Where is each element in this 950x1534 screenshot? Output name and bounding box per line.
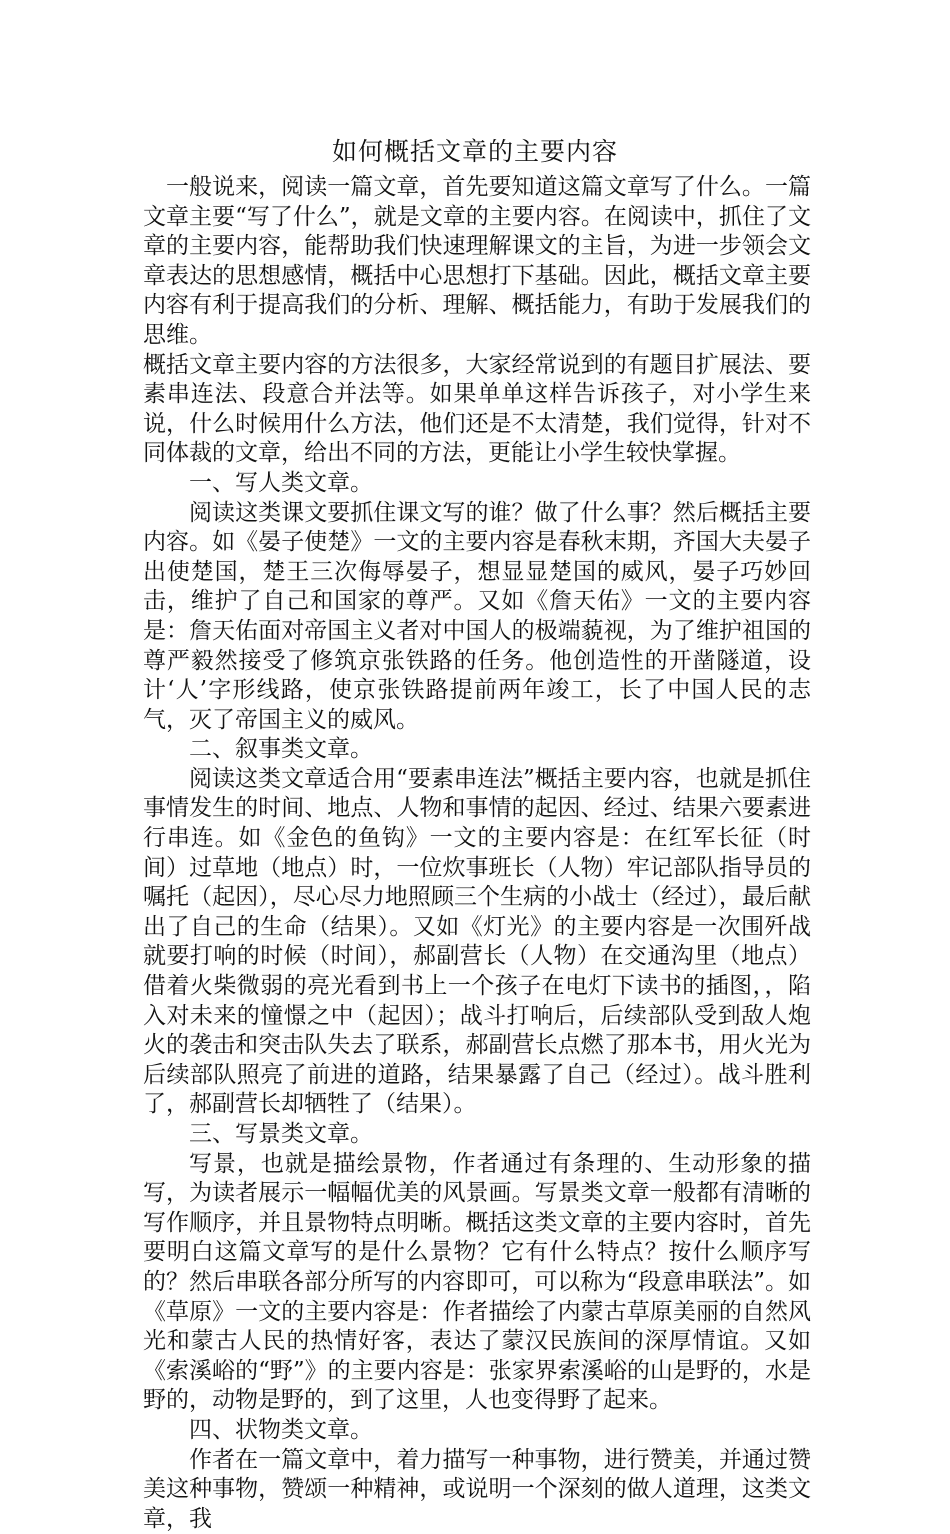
document-body — [143, 173, 811, 1534]
section-heading-people: 一、写人类文章。 — [189, 469, 373, 496]
paragraph-narrative: 阅读这类文章适合用“要素串连法”概括主要内容，也就是抓住事情发生的时间、地点、人物和事情的起因、经过、结果六要素进行串连。如《金色的鱼钩》一文的主要内容是：在红军长征（时间）过草地（地点）时，一位炊事班长（人物）牢记部队指导员的嘱托（起因），尽心尽力地照顾三个生病的小战士（经过），最后献出了自己的生命（结果）。又如《灯光》的主要内容是一次围歼战就要打响的时候（时间），郝副营长（人物）在交通沟里（地点）借着火柴微弱的亮光看到书上一个孩子在电灯下读书的插图，，陷入对未来的憧憬之中（起因）；战斗打响后，后续部队受到敌人炮火的袭击和突击队失去了联系，郝副营长点燃了那本书，用火光为后续部队照亮了前进的道路，结果暴露了自己（经过）。战斗胜利了，郝副营长却牺牲了（结果）。 — [143, 765, 811, 1118]
paragraph-objects: 作者在一篇文章中，着力描写一种事物，进行赞美，并通过赞美这种事物，赞颂一种精神，或说明一个深刻的做人道理，这类文章，我 — [143, 1446, 811, 1532]
paragraph-scenery: 写景，也就是描绘景物，作者通过有条理的、生动形象的描写，为读者展示一幅幅优美的风景画。写景类文章一般都有清晰的写作顺序，并且景物特点明晰。概括这类文章的主要内容时，首先要明白这篇文章写的是什么景物？它有什么特点？按什么顺序写的？然后串联各部分所写的内容即可，可以称为“段意串联法”。如《草原》一文的主要内容是：作者描绘了内蒙古草原美丽的自然风光和蒙古人民的热情好客，表达了蒙汉民族间的深厚情谊。又如《索溪峪的“野”》的主要内容是：张家界索溪峪的山是野的，水是野的，动物是野的，到了这里，人也变得野了起来。 — [143, 1150, 811, 1414]
paragraph-intro: 一般说来，阅读一篇文章，首先要知道这篇文章写了什么。一篇文章主要“写了什么”，就是文章的主要内容。在阅读中，抓住了文章的主要内容，能帮助我们快速理解课文的主旨，为进一步领会文章表达的思想感情，概括中心思想打下基础。因此，概括文章主要内容有利于提高我们的分析、理解、概括能力，有助于发展我们的思维。 — [143, 174, 811, 348]
paragraph-methods: 概括文章主要内容的方法很多，大家经常说到的有题目扩展法、要素串连法、段意合并法等。如果单单这样告诉孩子，对小学生来说，什么时候用什么方法，他们还是不太清楚，我们觉得，针对不同体裁的文章，给出不同的方法，更能让小学生较快掌握。 — [143, 351, 811, 467]
section-heading-scenery: 三、写景类文章。 — [189, 1121, 373, 1147]
section-heading-objects: 四、状物类文章。 — [189, 1416, 373, 1443]
paragraph-people: 阅读这类课文要抓住课文写的谁？做了什么事？然后概括主要内容。如《晏子使楚》一文的主要内容是春秋末期，齐国大夫晏子出使楚国，楚王三次侮辱晏子，想显显楚国的威风，晏子巧妙回击，维护了自己和国家的尊严。又如《詹天佑》一文的主要内容是：詹天佑面对帝国主义者对中国人的极端藐视，为了维护祖国的尊严毅然接受了修筑京张铁路的任务。他创造性的开凿隧道，设计‘人’字形线路，使京张铁路提前两年竣工，长了中国人民的志气，灭了帝国主义的威风。 — [143, 499, 811, 733]
page-title: 如何概括文章的主要内容 — [331, 137, 618, 166]
section-heading-narrative: 二、叙事类文章。 — [189, 736, 373, 763]
